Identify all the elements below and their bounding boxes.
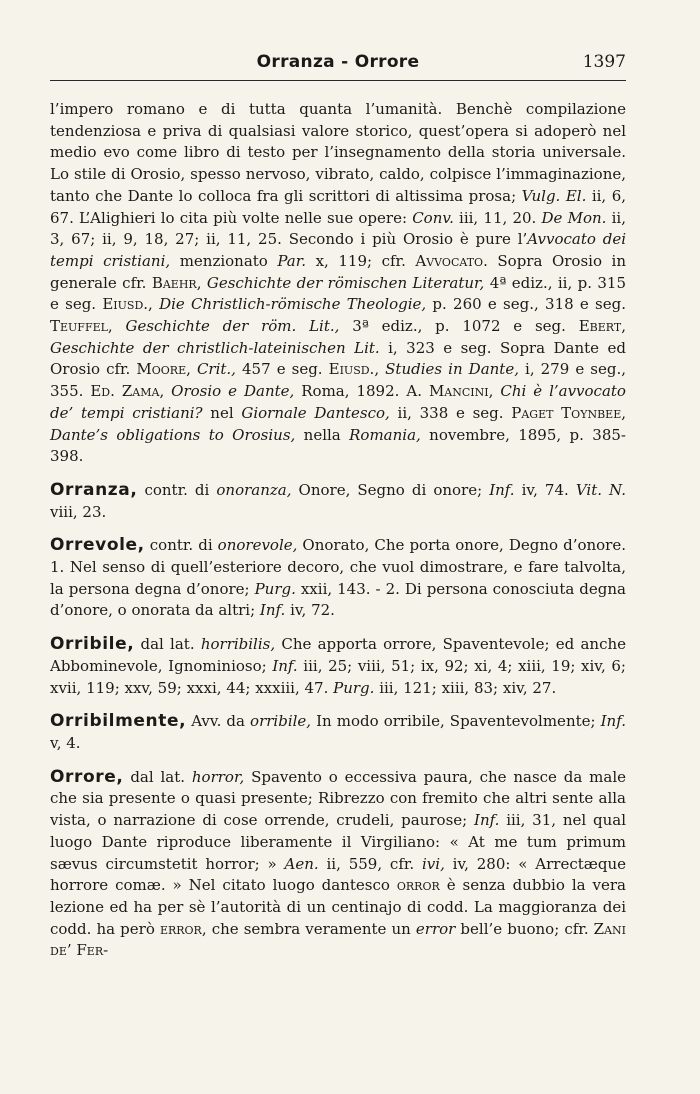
text-run: , xyxy=(621,317,626,336)
small-caps-text: Mancini xyxy=(428,382,489,401)
text-run: , xyxy=(148,295,160,314)
text-run: iii, 25; viii, 51; ix, 92; xi, 4; xiii, 19; xiv, 6; xvii, 119; xxv, 59; xxxi, 44; xxxiii, 47. xyxy=(50,656,626,697)
italic-text: Inf. xyxy=(259,601,286,620)
running-header xyxy=(50,50,626,81)
italic-text: Par. xyxy=(277,251,307,270)
text-run: . Sopra Orosio in generale cfr. xyxy=(50,251,626,292)
italic-text: Geschichte der römischen Literatur, xyxy=(206,273,485,292)
small-caps-text: Avvocato xyxy=(415,251,484,270)
text-run: , xyxy=(374,360,386,379)
italic-text: Purg. xyxy=(254,579,296,598)
text-run: iv, 280: « Arrectæque horrore comæ. » Nel citato luogo dantesco xyxy=(50,854,626,895)
italic-text: Geschichte der christlich-lateinischen Lit. xyxy=(50,338,380,357)
dictionary-entry xyxy=(50,480,626,523)
text-run: menzionato xyxy=(170,251,278,270)
text-run: contr. di xyxy=(144,536,218,555)
italic-text: Conv. xyxy=(412,208,454,227)
italic-text: Orosio e Dante, xyxy=(171,382,295,401)
text-run: 457 e seg. xyxy=(235,360,329,379)
dictionary-entry xyxy=(50,711,626,754)
text-run: i, 279 e seg., 355. xyxy=(50,360,626,401)
text-run: , xyxy=(196,273,207,292)
italic-text: Geschichte der röm. Lit., xyxy=(125,317,340,336)
text-run: dal lat. xyxy=(123,767,192,786)
text-run: i, 323 e seg. Sopra Dante ed Orosio cfr. xyxy=(50,338,626,379)
italic-text: Vit. N. xyxy=(575,480,626,499)
small-caps-text: Moore xyxy=(136,360,187,379)
dictionary-entry xyxy=(50,535,626,622)
text-run: l’impero romano e di tutta quanta l’umanità. Benchè compilazione tendenziosa e priva di qualsiasi valore storico, quest’opera si adoperò nel medio evo come libro di testo per l’insegnamento della storia universale. Lo stile di Orosio, spesso nervoso, vibrato, caldo, colpisce l’immaginazione, tanto che Dante lo colloca fra gli scrittori di altissima prosa; xyxy=(50,100,626,205)
small-caps-text: Teuffel xyxy=(50,317,108,336)
italic-text: Romania, xyxy=(349,425,421,444)
italic-text: Crit., xyxy=(196,360,236,379)
text-run: 3ª ediz., p. 1072 e seg. xyxy=(339,317,579,336)
entry-headword: Orranza, xyxy=(50,479,138,500)
entry-list xyxy=(50,480,626,962)
text-run: Che apporta orrore, Spaventevole; ed anche Abbominevole, Ignominioso; xyxy=(50,635,627,675)
small-caps-text: error xyxy=(159,919,202,938)
continuation-paragraph xyxy=(50,99,626,468)
text-run: In modo orribile, Spaventevolmente; xyxy=(311,712,601,731)
entry-headword: Orrevole, xyxy=(50,535,145,556)
italic-text: Inf. xyxy=(489,480,515,499)
text-run: Avv. da xyxy=(186,712,251,731)
text-run: xxii, 143. - 2. Di persona conosciuta degna d’onore, o onorata da altri; xyxy=(50,579,626,620)
text-run: , xyxy=(159,382,172,401)
text-run: p. 260 e seg., 318 e seg. xyxy=(426,295,626,314)
italic-text: onorevole, xyxy=(217,536,298,555)
italic-text: Vulg. El. xyxy=(521,186,587,205)
text-run: ii, 3, 67; ii, 9, 18, 27; ii, 11, 25. Secondo i più Orosio è pure l’ xyxy=(50,208,626,249)
small-caps-text: Ed. Zama xyxy=(90,382,160,401)
entry-headword: Orrore, xyxy=(50,766,124,787)
running-title: Orranza - Orrore xyxy=(256,52,420,72)
text-run: v, 4. xyxy=(50,733,81,752)
italic-text: Inf. xyxy=(272,656,298,675)
page-number: 1397 xyxy=(582,52,626,72)
text-run: bell’e buono; cfr. xyxy=(455,919,594,938)
text-run: , xyxy=(621,403,627,422)
italic-text: Chi è l’avvocato de’ tempi cristiani? xyxy=(50,382,626,422)
italic-text: Inf. xyxy=(474,811,500,830)
italic-text: ivi, xyxy=(422,854,445,873)
italic-text: Studies in Dante, xyxy=(385,360,519,379)
small-caps-text: Baehr xyxy=(151,273,197,292)
text-run: nel xyxy=(202,403,242,422)
small-caps-text: Eiusd. xyxy=(328,360,375,379)
text-run: nella xyxy=(295,425,350,444)
italic-text: Avvocato dei tempi cristiani, xyxy=(50,230,627,270)
text-run: viii, 23. xyxy=(50,502,107,521)
dictionary-entry xyxy=(50,767,626,962)
text-run: ii, 6, 67. L’Alighieri lo cita più volte nelle sue opere: xyxy=(50,186,627,227)
text-run: , xyxy=(488,382,501,401)
small-caps-text: Eiusd. xyxy=(102,295,149,314)
text-run: x, 119; cfr. xyxy=(306,251,416,270)
text-run: iv, 74. xyxy=(514,480,576,499)
text-run: iii, 31, nel qual luogo Dante riproduce liberamente il Virgiliano: « At me tum primum sævus circumstetit horror; » xyxy=(50,811,626,873)
text-run: ii, 338 e seg. xyxy=(389,403,512,422)
italic-text: Inf. xyxy=(600,712,626,731)
small-caps-text: Ebert xyxy=(578,317,622,336)
small-caps-text: Paget Toynbee xyxy=(511,403,622,422)
text-run: , che sembra veramente un xyxy=(201,919,416,938)
italic-text: error xyxy=(415,919,456,938)
text-run: , xyxy=(186,360,197,379)
text-run: ii, 559, cfr. xyxy=(318,854,422,873)
italic-text: Giornale Dantesco, xyxy=(241,403,390,422)
italic-text: orribile, xyxy=(250,712,312,731)
text-run: , xyxy=(107,317,126,336)
page-body xyxy=(50,99,626,962)
italic-text: De Mon. xyxy=(541,208,607,227)
text-run: Onore, Segno di onore; xyxy=(291,480,490,499)
text-run: novembre, 1895, p. 385-398. xyxy=(50,425,626,466)
dictionary-entry xyxy=(50,634,626,699)
italic-text: Purg. xyxy=(333,678,375,697)
entry-headword: Orribile, xyxy=(50,634,135,655)
small-caps-text: orror xyxy=(396,876,440,895)
text-run: iii, 121; xiii, 83; xiv, 27. xyxy=(374,678,557,697)
entry-headword: Orribilmente, xyxy=(50,711,187,732)
italic-text: Aen. xyxy=(284,854,319,873)
italic-text: onoranza, xyxy=(216,480,292,499)
text-run: è senza dubbio la vera lezione ed ha per sè l’autorità di un centinajo di codd. La maggioranza dei codd. ha però xyxy=(50,876,626,938)
text-run: Onorato, Che porta onore, Degno d’onore. 1. Nel senso di quell’esteriore decoro, che vuol dimostrare, e fare talvolta, la persona degna d’onore; xyxy=(50,536,626,598)
text-run: iv, 72. xyxy=(285,601,335,620)
text-run: Spavento o eccessiva paura, che nasce da male che sia presente o quasi presente; Ribrezzo con fremito che altri sente alla vista, o narrazione di cose orrende, crudeli, paurose; xyxy=(50,767,626,830)
italic-text: horror, xyxy=(191,767,245,786)
small-caps-text: Zani de’ Fer- xyxy=(50,919,627,960)
italic-text: horribilis, xyxy=(200,635,276,654)
text-run: contr. di xyxy=(137,480,217,499)
text-run: dal lat. xyxy=(134,635,201,654)
text-run: 4ª ediz., ii, p. 315 e seg. xyxy=(50,273,626,314)
text-run: iii, 11, 20. xyxy=(453,208,542,227)
text-run: Roma, 1892. A. xyxy=(294,382,429,401)
italic-text: Dante’s obligations to Orosius, xyxy=(50,425,296,444)
italic-text: Die Christlich-römische Theologie, xyxy=(159,295,427,314)
dictionary-page xyxy=(50,50,626,962)
